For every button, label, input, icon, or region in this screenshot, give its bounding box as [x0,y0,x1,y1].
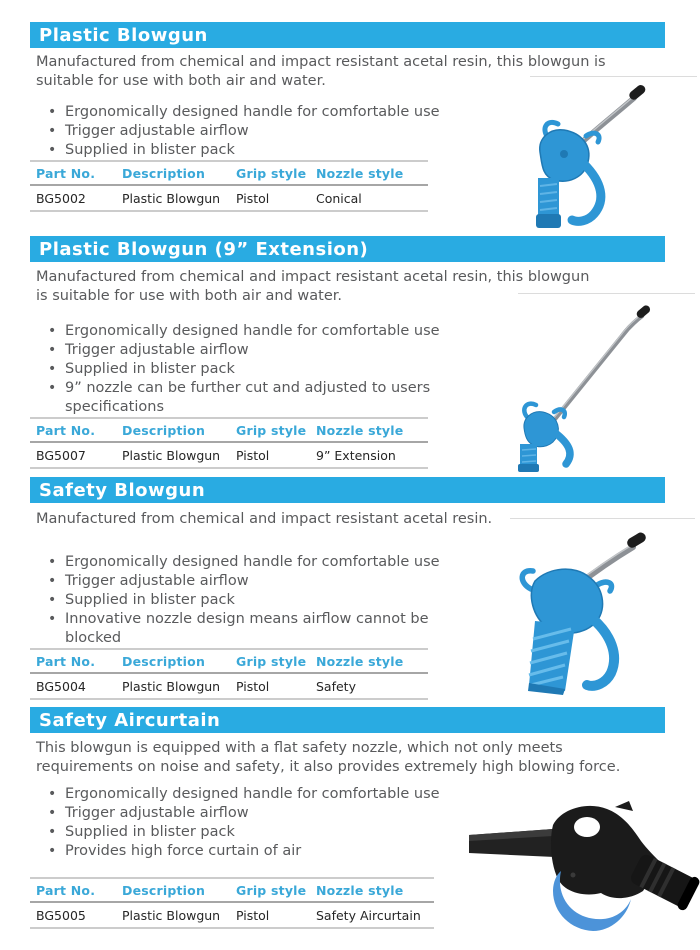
section-description: Manufactured from chemical and impact resistant acetal resin, this blowgun is suitable for use with both air and water. [36,54,606,89]
list-item: • Ergonomically designed handle for comfortable use [48,785,675,804]
nozzle-style-cell: Safety [316,678,356,694]
list-item: • Supplied in blister pack [48,591,675,610]
description-cell: Plastic Blowgun [122,678,221,694]
section-header-bar [30,236,665,262]
col-header-part-no: Part No. [36,653,96,669]
plastic-blowgun-9in-extension-photo [490,290,670,473]
col-header-description: Description [122,422,206,438]
table-row [30,674,428,698]
list-item: • Supplied in blister pack [48,141,675,160]
list-item: • 9” nozzle can be further cut and adjusted to users specifications [48,379,675,417]
table-header-row [30,419,428,441]
table-row [30,186,428,210]
section-title: Plastic Blowgun (9” Extension) [39,238,369,260]
safety-aircurtain-photo [465,779,700,941]
col-header-grip-style: Grip style [236,653,307,669]
col-header-part-no: Part No. [36,422,96,438]
col-header-nozzle-style: Nozzle style [316,882,404,898]
photo-edge-line [510,518,695,519]
safety-blowgun-photo [475,523,685,695]
table-header-row [30,650,428,672]
part-no-cell: BG5002 [36,190,86,206]
section-header-bar [30,707,665,733]
table-rule [30,467,428,469]
col-header-description: Description [122,165,206,181]
part-no-cell: BG5005 [36,907,86,923]
photo-edge-line [530,76,697,77]
col-header-nozzle-style: Nozzle style [316,653,404,669]
table-rule [30,927,434,929]
section-title: Plastic Blowgun [39,24,208,46]
table-header-row [30,162,428,184]
description-cell: Plastic Blowgun [122,447,221,463]
product-table [30,160,428,212]
col-header-part-no: Part No. [36,882,96,898]
plastic-blowgun-photo [500,80,680,230]
col-header-nozzle-style: Nozzle style [316,165,404,181]
part-no-cell: BG5007 [36,447,86,463]
col-header-description: Description [122,653,206,669]
col-header-grip-style: Grip style [236,882,307,898]
section-title: Safety Blowgun [39,479,206,501]
grip-style-cell: Pistol [236,907,270,923]
table-row [30,903,434,927]
list-item: • Provides high force curtain of air [48,842,675,861]
list-item: • Trigger adjustable airflow [48,572,675,591]
part-no-cell: BG5004 [36,678,86,694]
table-rule [30,210,428,212]
section-description: Manufactured from chemical and impact resistant acetal resin. [36,511,493,527]
description-cell: Plastic Blowgun [122,907,221,923]
col-header-nozzle-style: Nozzle style [316,422,404,438]
section-safety-aircurtain [30,707,675,950]
list-item: • Ergonomically designed handle for comfortable use [48,553,675,572]
list-item: • Trigger adjustable airflow [48,122,675,141]
col-header-grip-style: Grip style [236,165,307,181]
product-table [30,877,434,929]
grip-style-cell: Pistol [236,190,270,206]
description-cell: Plastic Blowgun [122,190,221,206]
list-item: • Trigger adjustable airflow [48,341,675,360]
nozzle-style-cell: Safety Aircurtain [316,907,421,923]
grip-style-cell: Pistol [236,447,270,463]
section-description: Manufactured from chemical and impact resistant acetal resin, this blowgun is suitable for use with both air and water. [36,269,590,304]
col-header-description: Description [122,882,206,898]
table-rule [30,698,428,700]
section-plastic-blowgun-9in-extension [30,236,675,477]
list-item: • Ergonomically designed handle for comfortable use [48,103,675,122]
section-plastic-blowgun [30,22,675,236]
nozzle-style-cell: Conical [316,190,362,206]
table-header-row [30,879,434,901]
product-table [30,648,428,700]
section-header-bar [30,477,665,503]
product-table [30,417,428,469]
list-item: • Trigger adjustable airflow [48,804,675,823]
list-item: • Supplied in blister pack [48,823,675,842]
list-item: • Ergonomically designed handle for comfortable use [48,322,675,341]
section-safety-blowgun [30,477,675,707]
table-row [30,443,428,467]
col-header-part-no: Part No. [36,165,96,181]
section-description: This blowgun is equipped with a flat safety nozzle, which not only meets requirements on noise and safety, it also provides extremely high blowing force. [36,740,621,775]
grip-style-cell: Pistol [236,678,270,694]
section-title: Safety Aircurtain [39,709,221,731]
nozzle-style-cell: 9” Extension [316,447,396,463]
section-header-bar [30,22,665,48]
list-item: • Innovative nozzle design means airflow cannot be blocked [48,610,675,648]
list-item: • Supplied in blister pack [48,360,675,379]
col-header-grip-style: Grip style [236,422,307,438]
